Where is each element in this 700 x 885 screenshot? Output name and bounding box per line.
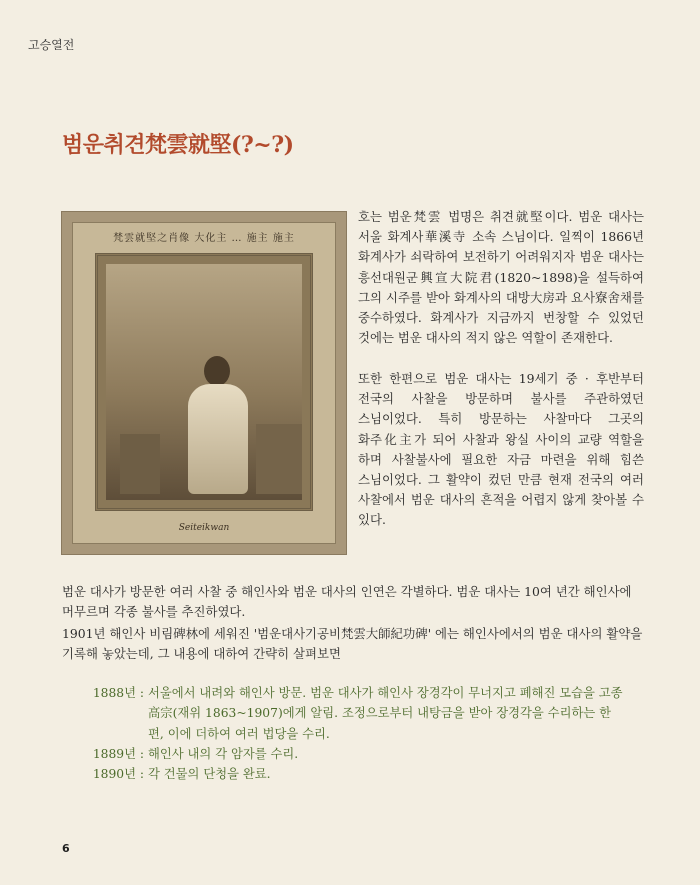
monk-figure (188, 384, 248, 494)
chronology-separator: : (139, 686, 145, 700)
running-header: 고승열전 (28, 38, 75, 52)
body-paragraph-2: 또한 한편으로 범운 대사는 19세기 중 · 후반부터 전국의 사찰을 방문하며 불사를 주관하였던 스님이었다. 특히 방문하는 사찰마다 그곳의 화주化主가 되어 사찰과 왕실 사이의 교량 역할을 하며 사찰불사에 필요한 자금 마련을 위해 힘쓴 스님이었다. 그 활약이 컸던 만큼 현재 전국의 여러 사찰에서 범운 대사의 흔적을 어렵지 않게 찾아볼 수 있다. (358, 371, 644, 528)
right-table (256, 424, 302, 494)
chronology-year: 1889년 (92, 746, 136, 761)
chronology-text: 서울에서 내려와 해인사 방문. 범운 대사가 해인사 장경각이 무너지고 폐해진 모습을 고종高宗(재위 1863~1907)에게 알림. 조정으로부터 내탕금을 받아 장경각을 수리하는 한편, 이에 더하여 여러 법당을 수리. (148, 686, 623, 741)
body-paragraph-3: 범운 대사가 방문한 여러 사찰 중 해인사와 범운 대사의 인연은 각별하다. 범운 대사는 10여 년간 해인사에 머무르며 각종 불사를 추진하였다. (62, 584, 632, 620)
chronology-item (84, 744, 624, 764)
chronology-separator: : (139, 746, 145, 761)
photo-frame (95, 253, 313, 511)
studio-stamp: Seiteikwan (178, 523, 230, 533)
chronology-separator: : (139, 767, 145, 782)
photo-caption: 梵雲就堅之肖像 大化主 … 施主 施主 (113, 233, 295, 244)
photo-scene (106, 264, 302, 500)
monk-head (204, 356, 230, 386)
portrait-photo (62, 212, 346, 554)
chronology-item (84, 764, 624, 784)
body-paragraph-1: 호는 범운梵雲 법명은 취견就堅이다. 범운 대사는 서울 화계사華溪寺 소속 스님이다. 일찍이 1866년 화계사가 쇠락하여 보전하기 어려워지자 범운 대사는 흥선대원군興宣大院君(1820~1898)을 설득하여 그의 시주를 받아 화계사의 대방大房과 요사寮舍채를 중수하였다. 화계사가 지금까지 번창할 수 있었던 것에는 범운 대사의 적지 않은 역할이 존재한다. (358, 209, 644, 346)
page-number: 6 (62, 842, 70, 855)
chronology-text: 해인사 내의 각 암자를 수리. (148, 746, 299, 761)
page-title: 범운취견梵雲就堅(?~?) (62, 132, 294, 158)
chronology-list (84, 683, 624, 784)
body-paragraph-4: 1901년 해인사 비림碑林에 세워진 '범운대사기공비梵雲大師紀功碑' 에는 해인사에서의 범운 대사의 활약을 기록해 놓았는데, 그 내용에 대하여 간략히 살펴보면 (62, 626, 643, 662)
photo-mount (72, 222, 336, 544)
chronology-year: 1890년 (92, 767, 136, 782)
chronology-item (84, 683, 624, 744)
chronology-year: 1888년 (92, 686, 136, 700)
left-table (120, 434, 160, 494)
chronology-text: 각 건물의 단청을 완료. (148, 767, 271, 782)
